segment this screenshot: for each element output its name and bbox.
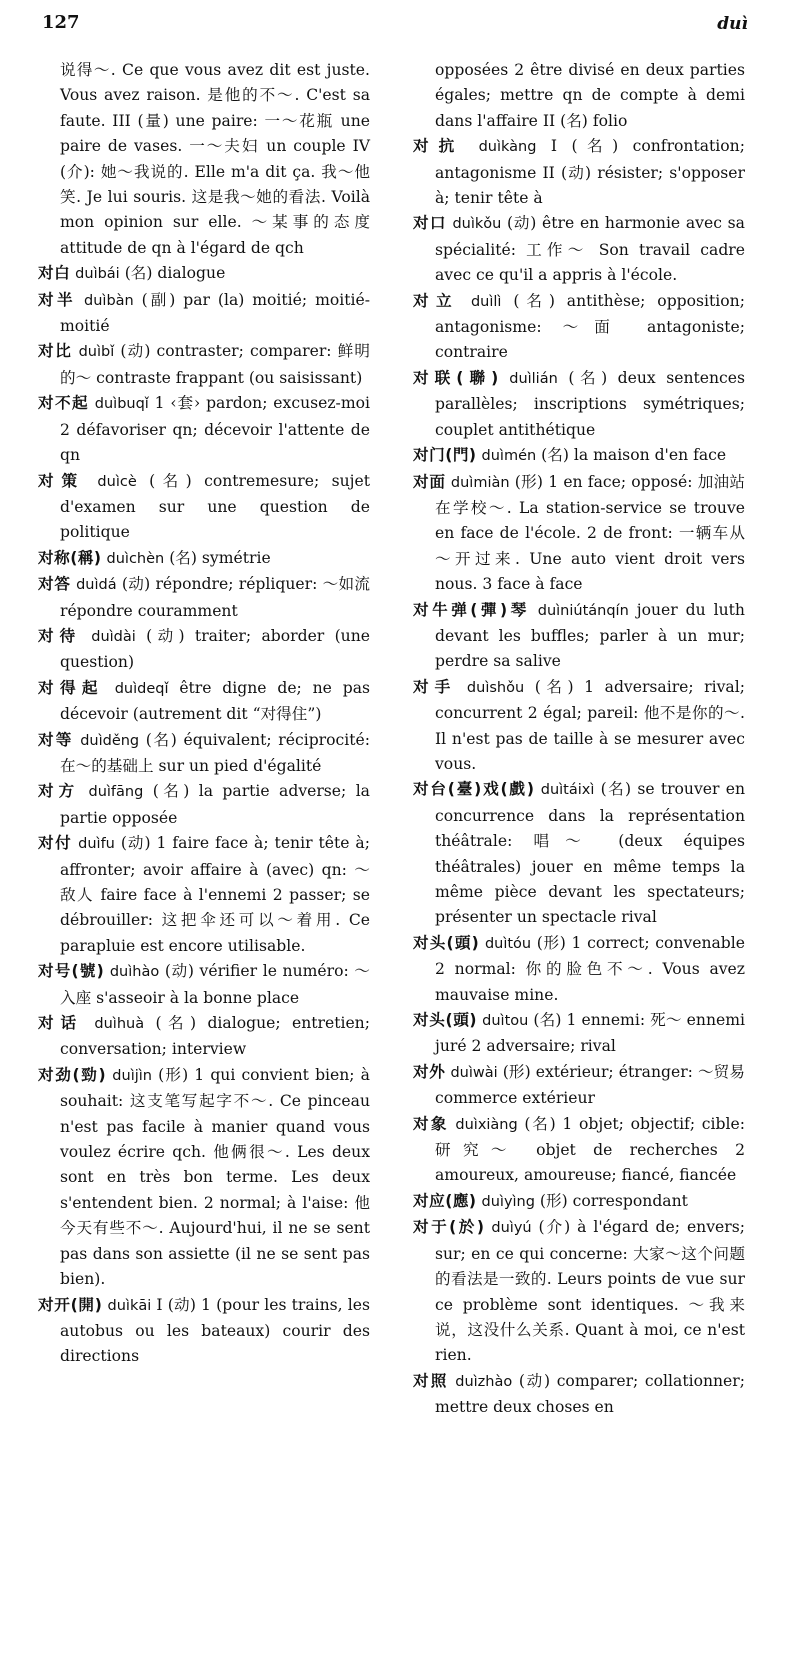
entry-headword: 对比 bbox=[38, 342, 73, 361]
entry-headword: 对外 bbox=[413, 1062, 446, 1081]
entry-headword: 对得起 bbox=[38, 678, 104, 697]
left-column bbox=[38, 58, 370, 1370]
entry-definition: (名) contremesure; sujet d'examen sur une question de politique bbox=[60, 471, 370, 542]
entry-headword: 对付 bbox=[38, 834, 73, 853]
dictionary-entry bbox=[413, 366, 745, 443]
entry-headword: 对牛弹(彈)琴 bbox=[413, 600, 530, 619]
entry-headword: 对劲(勁) bbox=[38, 1065, 107, 1084]
entry-definition: (名) dialogue; entretien; conversation; interview bbox=[60, 1014, 370, 1059]
entry-definition: (名) symétrie bbox=[169, 548, 271, 567]
entry-definition: (动) 1 faire face à; tenir tête à; affronter; avoir affaire à (avec) qn: ～敌人 faire face à l'ennemi 2 passer; se débrouiller: 这把伞还可以～着用. Ce parapluie est encore utilisable. bbox=[60, 834, 370, 955]
page-header bbox=[0, 0, 792, 50]
entry-headword: 对开(開) bbox=[38, 1295, 103, 1314]
entry-definition: I (名) confrontation; antagonisme II (动) résister; s'opposer à; tenir tête à bbox=[435, 137, 745, 208]
page-number: 127 bbox=[42, 12, 80, 33]
entry-definition: jouer du luth devant les buffles; parler à un mur; perdre sa salive bbox=[435, 600, 745, 671]
entry-definition: (形) correspondant bbox=[539, 1191, 688, 1210]
entry-headword: 对等 bbox=[38, 730, 74, 749]
dictionary-entry bbox=[413, 289, 745, 366]
dictionary-entry bbox=[38, 831, 370, 959]
entry-pinyin: duìfu bbox=[78, 836, 115, 853]
entry-pinyin: duìwài bbox=[450, 1064, 498, 1081]
entry-pinyin: duìtou bbox=[482, 1013, 529, 1030]
dictionary-entry bbox=[413, 1008, 745, 1060]
entry-headword: 对策 bbox=[38, 471, 86, 490]
entry-definition: (动) comparer; collationner; mettre deux choses en bbox=[435, 1371, 745, 1417]
entry-headword: 对称(稱) bbox=[38, 548, 102, 567]
dictionary-entry bbox=[38, 1063, 370, 1293]
entry-headword: 对面 bbox=[413, 472, 446, 491]
entry-pinyin: duìtóu bbox=[484, 935, 532, 952]
entry-pinyin: duìjìn bbox=[112, 1067, 152, 1084]
dictionary-entry bbox=[413, 1215, 745, 1368]
entry-pinyin: duìxiàng bbox=[455, 1116, 518, 1133]
entry-headword: 对白 bbox=[38, 264, 71, 283]
dictionary-entry bbox=[413, 1189, 745, 1215]
dictionary-entry bbox=[38, 728, 370, 780]
entry-pinyin: duìhào bbox=[109, 964, 160, 981]
entry-definition: (动) contraster; comparer: 鲜明的～ contraste frappant (ou saisissant) bbox=[60, 342, 370, 387]
dictionary-entry bbox=[413, 675, 745, 778]
entry-pinyin: duìfāng bbox=[88, 784, 144, 801]
dictionary-entry bbox=[38, 469, 370, 546]
dictionary-entry bbox=[413, 470, 745, 598]
dictionary-entry bbox=[38, 288, 370, 340]
entry-pinyin: duìbǐ bbox=[78, 344, 115, 361]
entry-headword: 对联(聯) bbox=[413, 368, 499, 387]
entry-definition: (介) à l'égard de; envers; sur; en ce qui concerne: 大家～这个问题的看法是一致的. Leurs points de vue sur ce problème sont identiques. ～我来说，这没什么关系. Quant à moi, ce n'est rien. bbox=[435, 1218, 745, 1365]
entry-definition: 1 ‹套› pardon; excusez-moi 2 défavoriser qn; décevoir l'attente de qn bbox=[60, 394, 370, 465]
entry-pinyin: duìlì bbox=[470, 293, 502, 310]
entry-pinyin: duìbàn bbox=[84, 292, 134, 309]
entry-pinyin: duìcè bbox=[97, 473, 137, 490]
entry-headword: 对头(頭) bbox=[413, 1011, 478, 1030]
entry-headword: 对象 bbox=[413, 1114, 449, 1133]
entry-headword: 对不起 bbox=[38, 394, 89, 413]
entry-headword: 对手 bbox=[413, 677, 457, 696]
entry-headword: 对应(應) bbox=[413, 1191, 477, 1210]
dictionary-entry bbox=[413, 1369, 745, 1421]
dictionary-entry bbox=[413, 134, 745, 211]
entry-definition: (形) 1 en face; opposé: 加油站在学校～. La station-service se trouve en face de l'école. 2 de front: 一辆车从～开过来. Une auto vient droit vers nous. 3 face à face bbox=[435, 472, 745, 594]
dictionary-entry bbox=[38, 261, 370, 287]
entry-definition: (名) équivalent; réciprocité: 在～的基础上 sur un pied d'égalité bbox=[60, 730, 370, 775]
entry-definition: I (动) 1 (pour les trains, les autobus ou les bateaux) courir des directions bbox=[60, 1295, 370, 1366]
entry-definition: (形) extérieur; étranger: ～贸易 commerce extérieur bbox=[435, 1062, 745, 1108]
entry-headword: 对头(頭) bbox=[413, 933, 480, 952]
entry-pinyin: duìyìng bbox=[481, 1193, 535, 1210]
entry-pinyin: duìkāi bbox=[107, 1297, 152, 1314]
dictionary-entry bbox=[38, 959, 370, 1011]
entry-pinyin: duìmén bbox=[481, 448, 537, 465]
dictionary-entry bbox=[38, 546, 370, 572]
entry-definition: (名) antithèse; opposition; antagonisme: ～面 antagoniste; contraire bbox=[435, 291, 745, 362]
entry-headword: 对台(臺)戏(戲) bbox=[413, 780, 535, 799]
entry-definition: être digne de; ne pas décevoir (autrement dit “对得住”) bbox=[60, 678, 370, 724]
dictionary-entry bbox=[38, 624, 370, 676]
entry-pinyin: duìtáixì bbox=[540, 782, 595, 799]
dictionary-entry bbox=[38, 339, 370, 391]
entry-definition: 说得～. Ce que vous avez dit est juste. Vous avez raison. 是他的不～. C'est sa faute. III (量) une paire: 一～花瓶 une paire de vases. 一～夫妇 un couple IV (介): 她～我说的. Elle m'a dit ça. 我～他笑. Je lui souris. 这是我～她的看法. Voilà mon opinion sur elle. ～某事的态度 attitude de qn à l'égard de qch bbox=[60, 61, 370, 257]
dictionary-entry bbox=[413, 1060, 745, 1112]
entry-pinyin: duìhuà bbox=[94, 1016, 145, 1033]
entry-definition: (动) être en harmonie avec sa spécialité: 工作～ Son travail cadre avec ce qu'il a appris à l'école. bbox=[435, 214, 745, 285]
entry-headword: 对待 bbox=[38, 626, 81, 645]
right-column bbox=[413, 58, 745, 1421]
entry-headword: 对号(號) bbox=[38, 962, 105, 981]
entry-definition: (形) 1 qui convient bien; à souhait: 这支笔写起字不～. Ce pinceau n'est pas facile à manier quand vous voulez écrire qch. 他俩很～. Les deux sont en très bon terme. Les deux s'entendent bien. 2 normal; à l'aise: 他今天有些不～. Aujourd'hui, il ne se sent pas dans son assiette (il ne se sent pas bien). bbox=[60, 1065, 370, 1289]
entry-definition: (名) 1 adversaire; rival; concurrent 2 égal; pareil: 他不是你的～. Il n'est pas de taille à se mesurer avec vous. bbox=[435, 677, 745, 773]
dictionary-entry bbox=[38, 1011, 370, 1063]
dictionary-entry bbox=[38, 779, 370, 831]
entry-headword: 对抗 bbox=[413, 137, 465, 156]
entry-definition: opposées 2 être divisé en deux parties égales; mettre qn de compte à demi dans l'affaire II (名) folio bbox=[435, 61, 745, 130]
entry-pinyin: duìděng bbox=[80, 732, 140, 749]
entry-definition: (动) répondre; répliquer: ～如流 répondre couramment bbox=[60, 575, 370, 620]
entry-definition: (动) traiter; aborder (une question) bbox=[60, 626, 370, 672]
dictionary-entry bbox=[413, 931, 745, 1008]
dictionary-entry bbox=[413, 58, 745, 134]
entry-definition: (名) la maison d'en face bbox=[541, 446, 727, 465]
dictionary-entry bbox=[413, 1112, 745, 1189]
entry-pinyin: duìchèn bbox=[106, 550, 165, 567]
entry-headword: 对答 bbox=[38, 575, 71, 594]
running-head: duì bbox=[717, 14, 748, 34]
entry-pinyin: duìdá bbox=[76, 577, 117, 594]
entry-pinyin: duìkǒu bbox=[452, 216, 502, 233]
dictionary-entry bbox=[38, 572, 370, 624]
entry-pinyin: duìzhào bbox=[455, 1373, 513, 1390]
entry-pinyin: duìdeqǐ bbox=[114, 680, 169, 697]
dictionary-entry bbox=[413, 443, 745, 469]
entry-definition: (副) par (la) moitié; moitié-moitié bbox=[60, 290, 370, 336]
entry-headword: 对立 bbox=[413, 291, 460, 310]
entry-pinyin: duìshǒu bbox=[466, 679, 525, 696]
entry-definition: (名) 1 ennemi: 死～ ennemi juré 2 adversaire; rival bbox=[435, 1011, 745, 1056]
entry-definition: (动) vérifier le numéro: ～入座 s'asseoir à la bonne place bbox=[60, 962, 370, 1007]
entry-pinyin: duìbái bbox=[75, 266, 120, 283]
dictionary-entry bbox=[413, 211, 745, 288]
entry-pinyin: duìdài bbox=[91, 628, 136, 645]
dictionary-entry bbox=[38, 391, 370, 468]
entry-headword: 对话 bbox=[38, 1014, 84, 1033]
dictionary-entry bbox=[38, 58, 370, 261]
entry-headword: 对方 bbox=[38, 782, 80, 801]
entry-headword: 对照 bbox=[413, 1371, 449, 1390]
entry-pinyin: duìniútánqín bbox=[537, 602, 629, 619]
entry-definition: (名) se trouver en concurrence dans la représentation théâtrale: 唱～ (deux équipes théâtrales) jouer en même temps la même pièce devant les spectateurs; présenter un spectacle rival bbox=[435, 780, 746, 927]
entry-pinyin: duìbuqǐ bbox=[94, 396, 149, 413]
entry-headword: 对门(門) bbox=[413, 446, 477, 465]
entry-pinyin: duìkàng bbox=[478, 139, 537, 156]
dictionary-entry bbox=[413, 777, 745, 930]
entry-definition: (名) la partie adverse; la partie opposée bbox=[60, 782, 370, 827]
entry-pinyin: duìlián bbox=[509, 370, 558, 387]
entry-definition: (名) dialogue bbox=[124, 264, 226, 283]
entry-definition: (名) deux sentences parallèles; inscriptions symétriques; couplet antithétique bbox=[435, 368, 745, 439]
entry-headword: 对于(於) bbox=[413, 1218, 485, 1237]
dictionary-entry bbox=[38, 676, 370, 728]
entry-definition: (名) 1 objet; objectif; cible: 研究～ objet de recherches 2 amoureux, amoureuse; fiancé, fiancée bbox=[435, 1114, 745, 1185]
dictionary-entry bbox=[38, 1293, 370, 1370]
entry-headword: 对口 bbox=[413, 214, 447, 233]
entry-pinyin: duìyú bbox=[491, 1220, 532, 1237]
dictionary-entry bbox=[413, 598, 745, 675]
entry-pinyin: duìmiàn bbox=[450, 474, 510, 491]
entry-definition: (形) 1 correct; convenable 2 normal: 你的脸色不～. Vous avez mauvaise mine. bbox=[435, 933, 745, 1004]
entry-headword: 对半 bbox=[38, 290, 77, 309]
